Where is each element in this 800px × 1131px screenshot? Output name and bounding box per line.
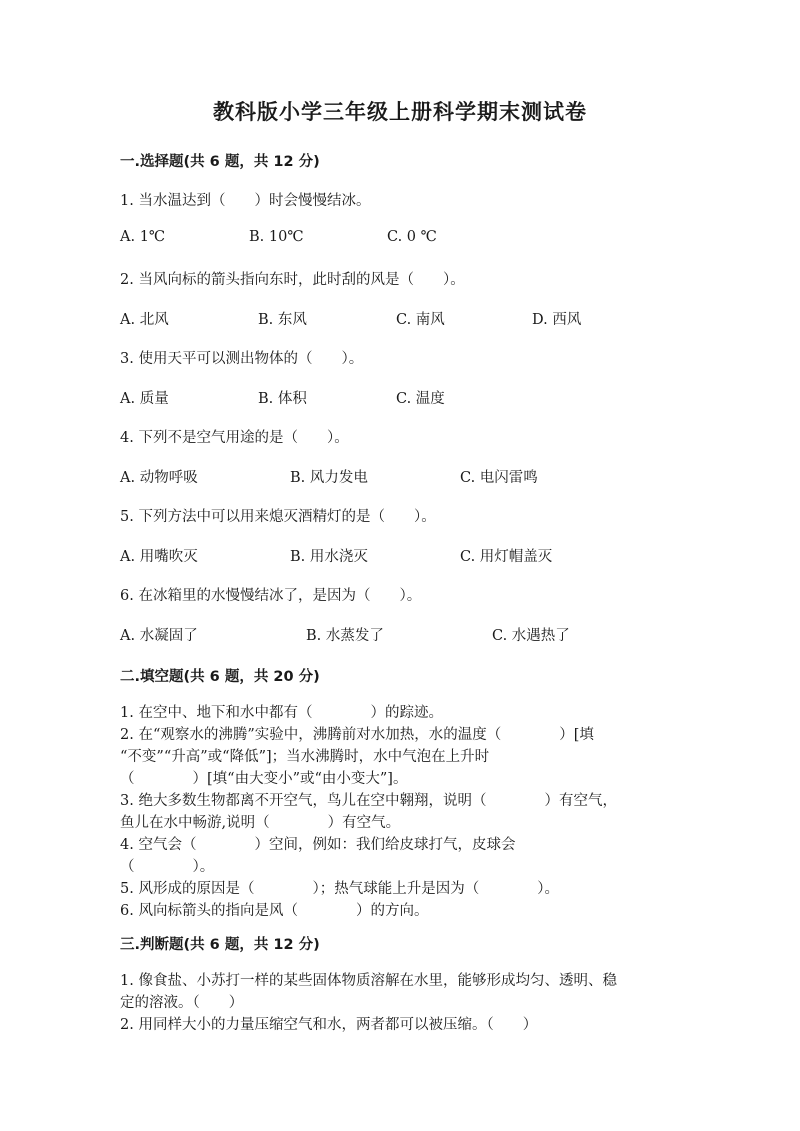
text-line: 6. 风向标箭头的指向是风（ ）的方向。 [120,903,429,919]
question-option: B. 体积 [258,391,307,407]
text-line: 4. 空气会（ ）空间，例如：我们给皮球打气，皮球会 [120,837,516,853]
question-option: B. 东风 [258,312,307,328]
question-stem: 2. 当风向标的箭头指向东时，此时刮的风是（ ）。 [120,272,465,288]
question-option: A. 质量 [120,391,169,407]
question-option: D. 西风 [532,312,582,328]
question-option: B. 用水浇灭 [290,549,368,565]
text-line: 1. 像食盐、小苏打一样的某些固体物质溶解在水里，能够形成均匀、透明、稳 [120,973,617,989]
question-stem: 6. 在冰箱里的水慢慢结冰了，是因为（ ）。 [120,588,422,604]
section-heading-judge: 三.判断题(共 6 题，共 12 分) [120,937,320,953]
text-line: （ ）。 [120,859,215,875]
text-line: 1. 在空中、地下和水中都有（ ）的踪迹。 [120,705,443,721]
section-heading-fill: 二.填空题(共 6 题，共 20 分) [120,669,320,685]
question-option: A. 北风 [120,312,169,328]
question-option: C. 电闪雷鸣 [460,470,538,486]
question-option: B. 水蒸发了 [306,628,384,644]
text-line: 3. 绝大多数生物都离不开空气，鸟儿在空中翱翔，说明（ ）有空气， [120,793,617,809]
text-line: 2. 在“观察水的沸腾”实验中，沸腾前对水加热，水的温度（ ）[填 [120,727,594,743]
question-option: A. 水凝固了 [120,628,198,644]
text-line: “不变”“升高”或“降低”]；当水沸腾时，水中气泡在上升时 [120,749,490,765]
true-false-questions [120,970,675,1036]
question-option: C. 用灯帽盖灭 [460,549,553,565]
question-option: A. 用嘴吹灭 [120,549,198,565]
question-option: A. 1℃ [120,229,166,245]
text-line: 2. 用同样大小的力量压缩空气和水，两者都可以被压缩。（ ） [120,1017,538,1033]
question-option: C. 水遇热了 [492,628,570,644]
question-stem: 3. 使用天平可以测出物体的（ ）。 [120,351,364,367]
text-line: 定的溶液。（ ） [120,995,244,1011]
section-heading-choice: 一.选择题(共 6 题，共 12 分) [120,154,320,170]
question-option: B. 风力发电 [290,470,368,486]
fill-blank-questions [120,702,675,922]
question-option: B. 10℃ [249,229,304,245]
text-line: 5. 风形成的原因是（ ）；热气球能上升是因为（ ）。 [120,881,559,897]
question-stem: 5. 下列方法中可以用来熄灭酒精灯的是（ ）。 [120,509,436,525]
page-title: 教科版小学三年级上册科学期末测试卷 [213,100,587,124]
question-option: A. 动物呼吸 [120,470,198,486]
text-line: （ ）[填“由大变小”或“由小变大”]。 [120,771,408,787]
text-line: 鱼儿在水中畅游,说明（ ）有空气。 [120,815,401,831]
question-option: C. 0 ℃ [387,229,437,245]
question-option: C. 温度 [396,391,445,407]
question-option: C. 南风 [396,312,445,328]
question-stem: 4. 下列不是空气用途的是（ ）。 [120,430,349,446]
question-stem: 1. 当水温达到（ ）时会慢慢结冰。 [120,193,371,209]
